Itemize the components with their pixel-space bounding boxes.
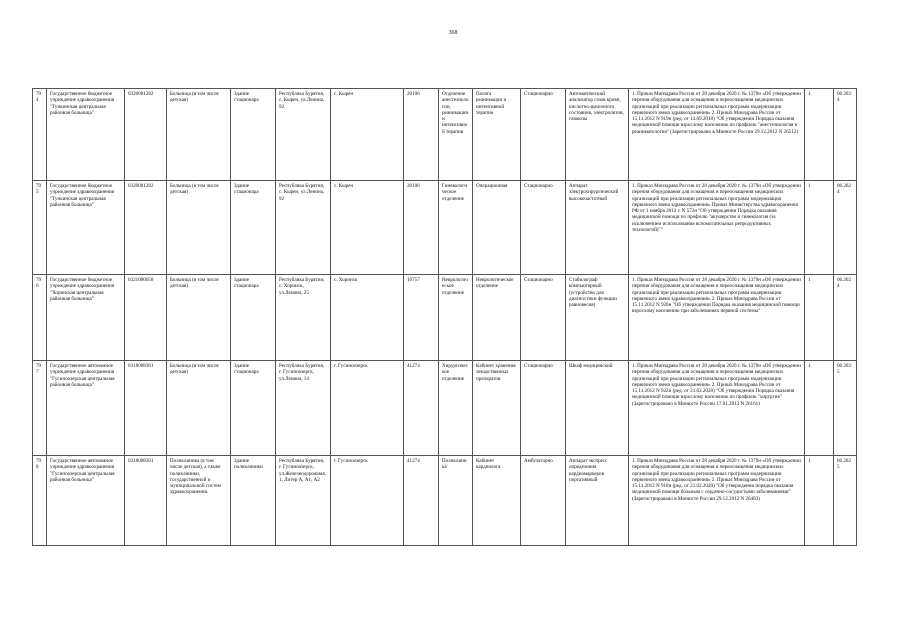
cell-date: 06.2025: [834, 456, 857, 546]
cell-room: Кабинет кардиолога: [473, 456, 521, 546]
cell-building: Здание поликлиники: [231, 456, 276, 546]
cell-room: Операционная: [473, 181, 521, 275]
cell-basis: 1. Приказ Минздрава России от 28 декабря 2020 г. № 1379н «Об утверждении перечня оборудования для оснащения и переоснащения медицинских организаций при реализации региональных программ модернизации первичного звена здравоохранения» 2. Приказ Минздрава России от 15.11.2012 N 922н (ред. от 21.02.2020) "Об утверждении Порядка оказания медицинской помощи взрослому населению по профилю "хирургия" (Зарегистрировано в Минюсте России 17.01.2013 N 26161): [629, 361, 805, 456]
cell-equipment: Аппарат электрохирургический высокочастотный: [566, 181, 629, 275]
cell-care: Амбулаторно: [521, 456, 566, 546]
cell-date: 06.2024: [834, 181, 857, 275]
cell-locality: с. Кырен: [331, 89, 404, 181]
cell-qty: 1: [805, 181, 834, 275]
cell-num: 795: [33, 181, 47, 275]
cell-locality: г. Гусиноозерск: [331, 361, 404, 456]
cell-room: Неврологическое отделение: [473, 275, 521, 361]
cell-dept: Отделение анестезиологии, реанимации и интенсивной терапии: [439, 89, 473, 181]
cell-room: Палата реанимации и интенсивной терапии: [473, 89, 521, 181]
cell-type: Больница (в том числе детская): [167, 275, 231, 361]
cell-type: Больница (в том числе детская): [167, 89, 231, 181]
cell-dept: Гинекологическое отделение: [439, 181, 473, 275]
cell-org: Государственное бюджетное учреждение здравоохранения "Тункинская центральная районная больница": [47, 89, 125, 181]
cell-code: 0320001282: [125, 89, 167, 181]
cell-building: Здание стационара: [231, 181, 276, 275]
table-row: [33, 456, 857, 546]
cell-equipment: Автоматический анализатор газов крови, кислотно-щелочного состояния, электролитов, глюкозы: [566, 89, 629, 181]
cell-address: Республика Бурятия, с. Кырен, ул.Ленина, 92: [276, 89, 331, 181]
cell-qty: 1: [805, 456, 834, 546]
cell-qty: 1: [805, 275, 834, 361]
table-row: [33, 181, 857, 275]
cell-building: Здание стационара: [231, 275, 276, 361]
cell-code: 0321000058: [125, 275, 167, 361]
cell-type: Больница (в том числе детская): [167, 361, 231, 456]
cell-address: Республика Бурятия, г. Гусиноозерск, ул.Ленина, 14: [276, 361, 331, 456]
cell-equipment: Аппарат экспресс определения кардиомаркеров портативный: [566, 456, 629, 546]
cell-address: Республика Бурятия, с. Кырен, ул.Ленина, 92: [276, 181, 331, 275]
table-row: [33, 361, 857, 456]
cell-equipment: Стабилограф компьютерный (устройство для диагностики функции равновесия): [566, 275, 629, 361]
cell-index: 20106: [404, 181, 439, 275]
equipment-register-table: [32, 88, 857, 546]
cell-num: 794: [33, 89, 47, 181]
cell-locality: г. Гусиноозерск: [331, 456, 404, 546]
cell-care: Стационарно: [521, 275, 566, 361]
cell-code: 0318008361: [125, 456, 167, 546]
cell-equipment: Шкаф медицинский: [566, 361, 629, 456]
cell-index: 41274: [404, 456, 439, 546]
cell-locality: с. Хоринск: [331, 275, 404, 361]
cell-org: Государственное автономное учреждение здравоохранения "Гусиноозерская центральная районная больница": [47, 456, 125, 546]
cell-org: Государственное бюджетное учреждение здравоохранения "Хоринская центральная районная больница": [47, 275, 125, 361]
cell-care: Стационарно: [521, 361, 566, 456]
table-row: [33, 275, 857, 361]
cell-org: Государственное бюджетное учреждение здравоохранения "Тункинская центральная районная больница": [47, 181, 125, 275]
cell-building: Здание стационара: [231, 361, 276, 456]
cell-dept: Хирургическое отделение: [439, 361, 473, 456]
cell-type: Поликлиника (в том числе детская), а также поликлиники, государственной и муниципальной систем здравоохранения.: [167, 456, 231, 546]
cell-date: 06.2024: [834, 89, 857, 181]
cell-dept: Неврологическое отделение: [439, 275, 473, 361]
table-row: [33, 89, 857, 181]
cell-address: Республика Бурятия, с. Хоринск, ул.Ленина, 25: [276, 275, 331, 361]
cell-locality: с. Кырен: [331, 181, 404, 275]
cell-dept: Поликлиника: [439, 456, 473, 546]
cell-care: Стационарно: [521, 181, 566, 275]
cell-index: 16757: [404, 275, 439, 361]
cell-basis: 1. Приказ Минздрава России от 28 декабря 2020 г. № 1379н «Об утверждении перечня оборудования для оснащения и переоснащения медицинских организаций при реализации региональных программ модернизации первичного звена здравоохранения» 2. Приказ Минздрава России от 15.11.2012 N 919н (ред. от 14.09.2018) "Об утверждении Порядка оказания медицинской помощи взрослому населению по профилю "анестезиология и реаниматология" (Зарегистрировано в Минюсте России 29.12.2012 N 26512): [629, 89, 805, 181]
page-number: 368: [448, 30, 458, 36]
cell-room: Кабинет хранения лекарственных препаратов: [473, 361, 521, 456]
cell-org: Государственное автономное учреждение здравоохранения "Гусиноозерская центральная районная больница": [47, 361, 125, 456]
cell-code: 0320001282: [125, 181, 167, 275]
cell-num: 796: [33, 275, 47, 361]
cell-date: 06.2024: [834, 275, 857, 361]
cell-index: 41274: [404, 361, 439, 456]
cell-type: Больница (в том числе детская): [167, 181, 231, 275]
cell-qty: 1: [805, 361, 834, 456]
cell-date: 06.2025: [834, 361, 857, 456]
cell-index: 20106: [404, 89, 439, 181]
cell-address: Республика Бурятия, г. Гусиноозерск, ул.Железнодорожная, 1, Литер А, А1, А2: [276, 456, 331, 546]
cell-qty: 1: [805, 89, 834, 181]
cell-basis: 1. Приказ Минздрава России от 28 декабря 2020 г. № 1379н «Об утверждении перечня оборудования для оснащения и переоснащения медицинских организаций при реализации региональных программ модернизации первичного звена здравоохранения» 2. Приказ Минздрава России от 15.11.2012 N 918н (ред. от 21.02.2020) "Об утверждении порядка оказания медицинской помощи больным с сердечно-сосудистыми заболеваниями" (Зарегистрировано в Минюсте России 29.12.2012 N 26483): [629, 456, 805, 546]
cell-building: Здание стационара: [231, 89, 276, 181]
cell-basis: 1. Приказ Минздрава России от 28 декабря 2020 г. № 1379н «Об утверждении перечня оборудования для оснащения и переоснащения медицинских организаций при реализации региональных программ модернизации первичного звена здравоохранения» Приказ Министерства здравоохранения РФ от 1 ноября 2012 г. N 572н "Об утверждении Порядка оказания медицинской помощи по профилю "акушерство и гинекология (за исключением использования вспомогательных репродуктивных технологий)"": [629, 181, 805, 275]
cell-num: 798: [33, 456, 47, 546]
cell-num: 797: [33, 361, 47, 456]
cell-basis: 1. Приказ Минздрава России от 28 декабря 2020 г. № 1379н «Об утверждении перечня оборудования для оснащения и переоснащения медицинских организаций при реализации региональных программ модернизации первичного звена здравоохранения» 2. Приказ Минздрава России от 15.11.2012 N 926н "Об утверждении Порядка оказания медицинской помощи взрослому населению при заболеваниях нервной системы": [629, 275, 805, 361]
cell-care: Стационарно: [521, 89, 566, 181]
cell-code: 0318008361: [125, 361, 167, 456]
